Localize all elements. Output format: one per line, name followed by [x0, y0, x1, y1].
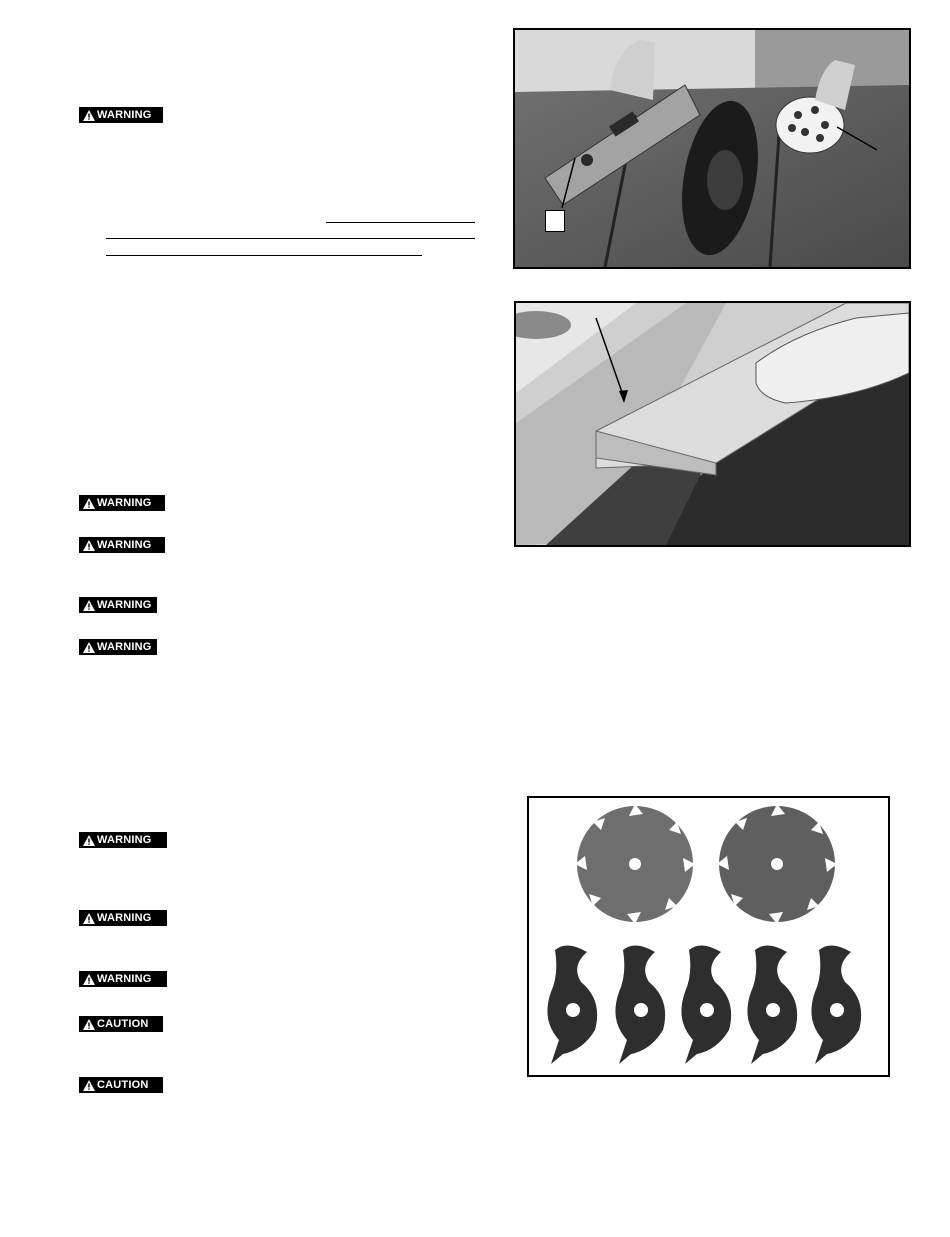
- photo-illustration: [516, 303, 909, 545]
- warning-label: WARNING: [97, 539, 152, 551]
- photo-illustration: [529, 798, 888, 1075]
- warning-badge-2: [79, 495, 165, 511]
- throat-plate-and-dado-insert-photo: [513, 28, 911, 269]
- caution-label: CAUTION: [97, 1079, 149, 1091]
- warning-label: WARNING: [97, 641, 152, 653]
- warning-badge-5: [79, 639, 157, 655]
- caution-label: CAUTION: [97, 1018, 149, 1030]
- caution-badge-2: [79, 1077, 163, 1093]
- caution-badge-1: [79, 1016, 163, 1032]
- warning-label: WARNING: [97, 599, 152, 611]
- warning-triangle-icon: [83, 110, 95, 121]
- warning-triangle-icon: [83, 540, 95, 551]
- warning-triangle-icon: [83, 1080, 95, 1091]
- warning-badge-7: [79, 910, 167, 926]
- warning-label: WARNING: [97, 973, 152, 985]
- underline-2: [106, 238, 475, 239]
- dado-blade-set-photo: [527, 796, 890, 1077]
- warning-badge-8: [79, 971, 167, 987]
- board-against-fence-photo: [514, 301, 911, 547]
- outer-blade-left: [575, 804, 695, 924]
- warning-triangle-icon: [83, 913, 95, 924]
- warning-badge-4: [79, 597, 157, 613]
- warning-badge-3: [79, 537, 165, 553]
- warning-label: WARNING: [97, 109, 152, 121]
- warning-label: WARNING: [97, 834, 152, 846]
- figure-callout-box: [545, 210, 565, 232]
- warning-triangle-icon: [83, 642, 95, 653]
- warning-label: WARNING: [97, 497, 152, 509]
- warning-triangle-icon: [83, 600, 95, 611]
- warning-label: WARNING: [97, 912, 152, 924]
- outer-blade-right: [717, 804, 837, 924]
- warning-badge-1: [79, 107, 163, 123]
- warning-triangle-icon: [83, 498, 95, 509]
- underline-3: [106, 255, 422, 256]
- photo-illustration: [515, 30, 909, 267]
- underline-1: [326, 222, 475, 223]
- warning-triangle-icon: [83, 1019, 95, 1030]
- warning-triangle-icon: [83, 974, 95, 985]
- warning-badge-6: [79, 832, 167, 848]
- warning-triangle-icon: [83, 835, 95, 846]
